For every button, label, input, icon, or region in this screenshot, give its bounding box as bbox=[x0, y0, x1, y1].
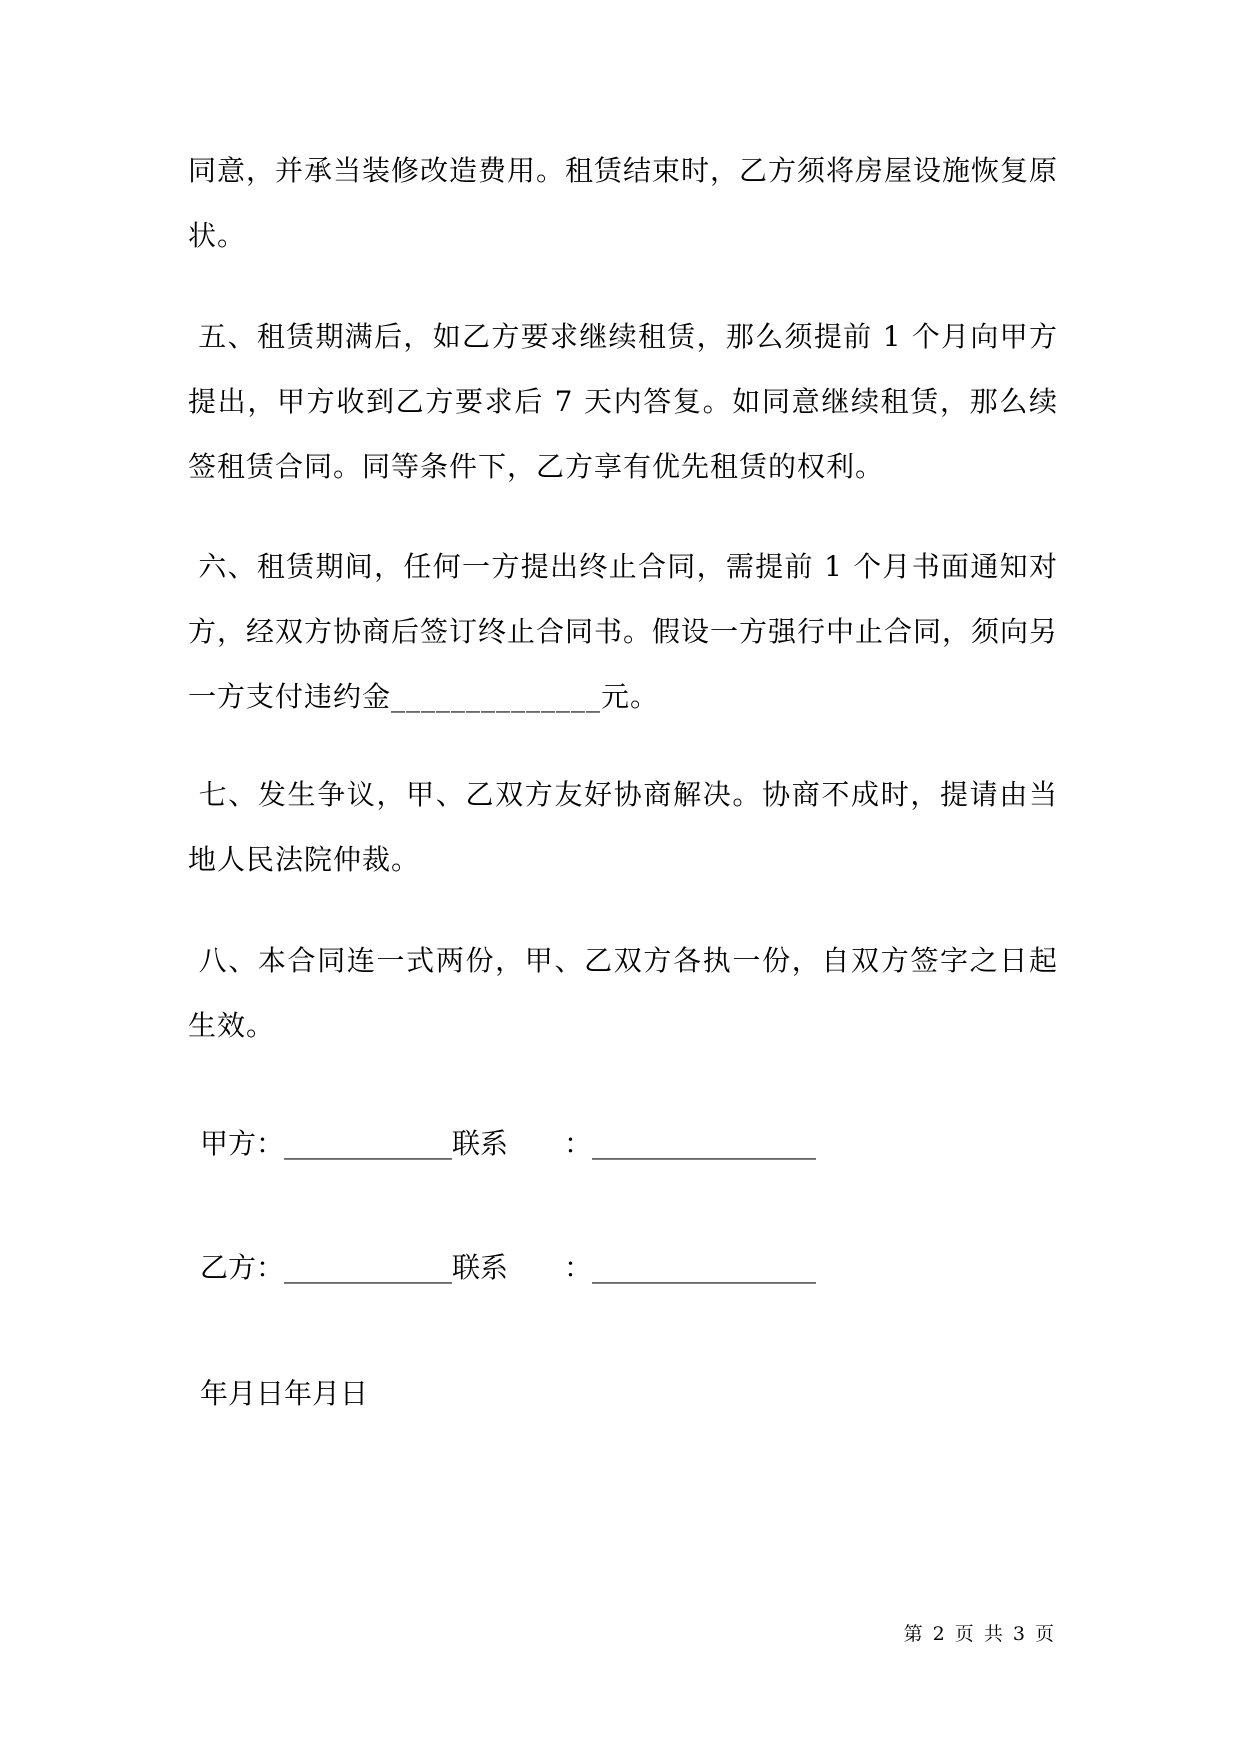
paragraph-clause-5: 五、租赁期满后，如乙方要求继续租赁，那么须提前 1 个月向甲方提出，甲方收到乙方要求后 7 天内答复。如同意继续租赁，那么续签租赁合同。同等条件下，乙方享有优先租赁的权利。 bbox=[188, 320, 1058, 483]
paragraph-clause-8: 八、本合同连一式两份，甲、乙双方各执一份，自双方签字之日起生效。 bbox=[188, 944, 1058, 1042]
date-line: 年月日年月日 bbox=[200, 1377, 369, 1410]
paragraph-clause-6: 六、租赁期间，任何一方提出终止合同，需提前 1 个月书面通知对方，经双方协商后签订终止合同书。假设一方强行中止合同，须向另一方支付违约金______________元。 bbox=[188, 550, 1059, 713]
page-number-footer: 第 2 页 共 3 页 bbox=[903, 1623, 1056, 1645]
paragraph-clause-7: 七、发生争议，甲、乙双方友好协商解决。协商不成时，提请由当地人民法院仲裁。 bbox=[188, 778, 1058, 876]
party-a-signature-line: 甲方：____________联系 ：________________ bbox=[200, 1127, 817, 1160]
party-b-signature-line: 乙方：____________联系 ：________________ bbox=[200, 1251, 817, 1284]
paragraph-continuation: 同意，并承当装修改造费用。租赁结束时，乙方须将房屋设施恢复原状。 bbox=[188, 154, 1059, 252]
